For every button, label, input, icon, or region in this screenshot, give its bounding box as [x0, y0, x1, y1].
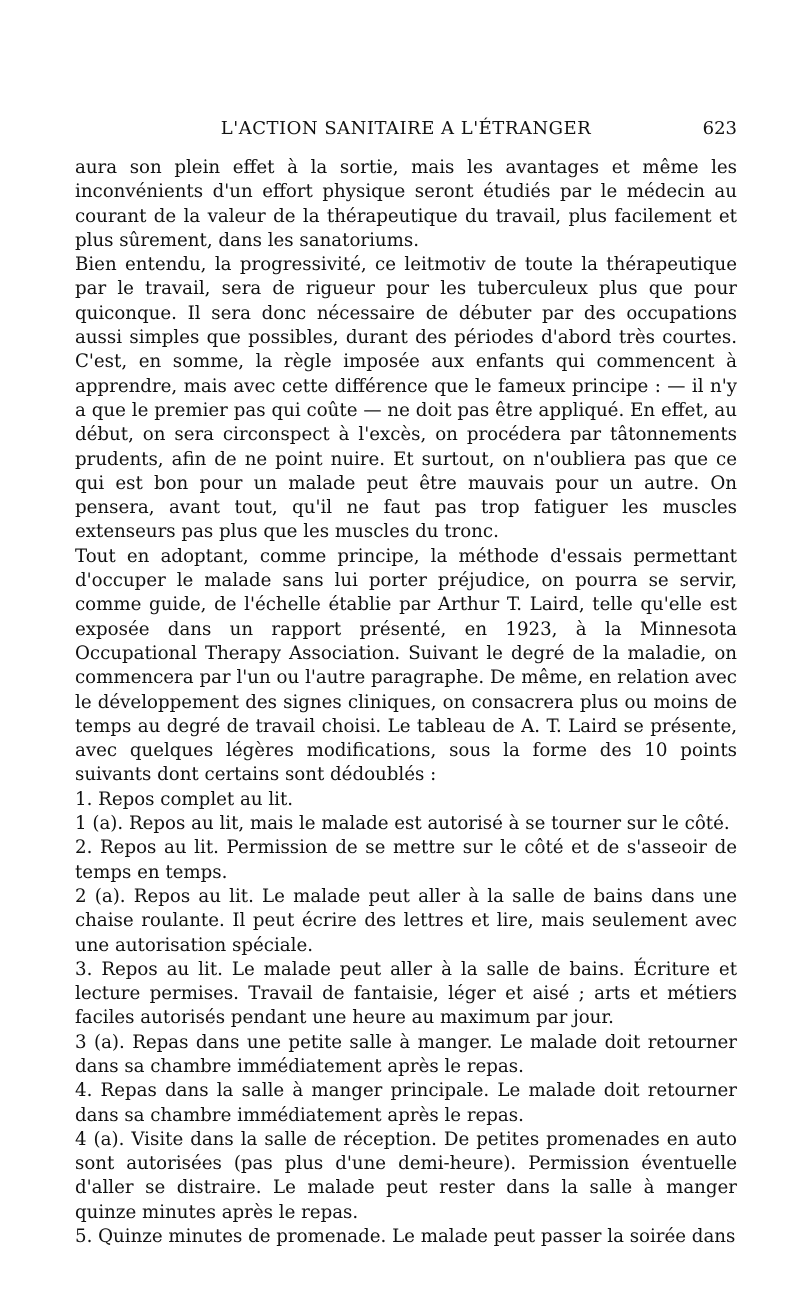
list-item-3a: 3 (a). Repas dans une petite salle à manger. Le malade doit retourner dans sa chambre immédiatement après le repas. — [75, 1031, 737, 1077]
list-item-4a: 4 (a). Visite dans la salle de réception. De petites promenades en auto sont autorisées (pas plus d'une demi-heure). Permission éventuelle d'aller se distraire. Le malade peut rester dans la salle à manger quinze minutes après le repas. — [75, 1128, 737, 1223]
body-text — [75, 156, 737, 1249]
paragraph-methode-essais: Tout en adoptant, comme principe, la méthode d'essais permettant d'occuper le malade sans lui porter préjudice, on pourra se servir, comme guide, de l'échelle établie par Arthur T. Laird, telle qu'elle est exposée dans un rapport présenté, en 1923, à la Minnesota Occupational Therapy Association. Suivant le degré de la maladie, on commencera par l'un ou l'autre paragraphe. De même, en relation avec le développement des signes cliniques, on consacrera plus ou moins de temps au degré de travail choisi. Le tableau de A. T. Laird se présente, avec quelques légères modifications, sous la forme des 10 points suivants dont certains sont dédoublés : — [75, 545, 737, 786]
document-page — [75, 118, 737, 1249]
list-item-4: 4. Repas dans la salle à manger principale. Le malade doit retourner dans sa chambre immédiatement après le repas. — [75, 1080, 737, 1126]
page-header — [75, 118, 737, 142]
list-item-3: 3. Repos au lit. Le malade peut aller à la salle de bains. Écriture et lecture permises. Travail de fantaisie, léger et aisé ; arts et métiers faciles autorisés pendant une heure au maximum par jour. — [75, 958, 737, 1029]
running-title: L'ACTION SANITAIRE A L'ÉTRANGER — [220, 118, 592, 139]
list-item-2: 2. Repos au lit. Permission de se mettre sur le côté et de s'asseoir de temps en temps. — [75, 837, 737, 883]
list-item-2a: 2 (a). Repos au lit. Le malade peut aller à la salle de bains dans une chaise roulante. Il peut écrire des lettres et lire, mais seulement avec une autorisation spéciale. — [75, 885, 737, 956]
list-item-1a: 1 (a). Repos au lit, mais le malade est autorisé à se tourner sur le côté. — [75, 813, 730, 835]
paragraph-continuation: aura son plein effet à la sortie, mais les avantages et même les inconvénients d'un effort physique seront étudiés par le médecin au courant de la valeur de la thérapeutique du travail, plus facilement et plus sûrement, dans les sanatoriums. — [75, 157, 737, 251]
page-number: 623 — [702, 118, 737, 139]
paragraph-progressivite: Bien entendu, la progressivité, ce leitmotiv de toute la thérapeutique par le travail, sera de rigueur pour les tuberculeux plus que pour quiconque. Il sera donc nécessaire de débuter par des occupations aussi simples que possibles, durant des périodes d'abord très courtes. C'est, en somme, la règle imposée aux enfants qui commencent à apprendre, mais avec cette différence que le fameux principe : — il n'y a que le premier pas qui coûte — ne doit pas être appliqué. En effet, au début, on sera circonspect à l'excès, on procédera par tâtonnements prudents, afin de ne point nuire. Et surtout, on n'oubliera pas que ce qui est bon pour un malade peut être mauvais pour un autre. On pensera, avant tout, qu'il ne faut pas trop fatiguer les muscles extenseurs pas plus que les muscles du tronc. — [75, 254, 737, 543]
list-item-5: 5. Quinze minutes de promenade. Le malade peut passer la soirée dans — [75, 1226, 736, 1248]
list-item-1: 1. Repos complet au lit. — [75, 788, 294, 810]
